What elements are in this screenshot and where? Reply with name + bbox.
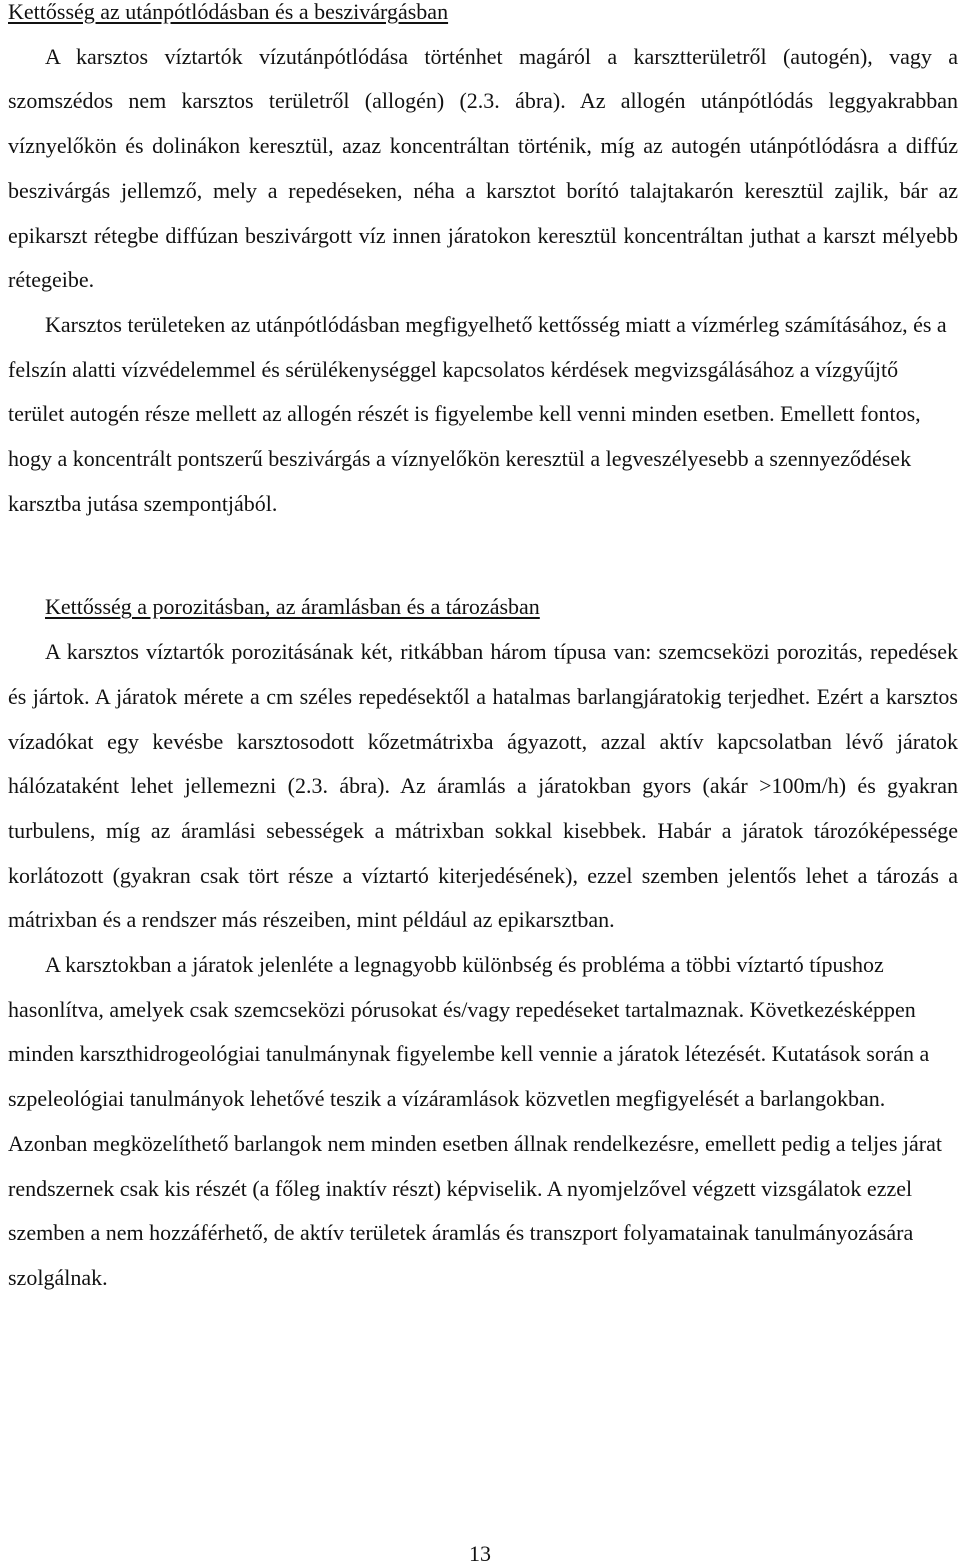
paragraph: A karsztos víztartók porozitásának két, ritkábban három típusa van: szemcseközi porozitás, repedések és jártok. A járatok mérete a cm széles repedésektől a hatalmas barlangjáratokig terjedhet. Ezért a karsztos vízadókat egy kevésbe karsztosodott kőzetmátrixba ágyazott, azzal aktív kapcsolatban lévő járatok hálózataként lehet jellemezni (2.3. ábra). Az áramlás a járatokban gyors (akár >100m/h) és gyakran turbulens, míg az áramlási sebességek a mátrixban sokkal kisebbek. Habár a járatok tározóképessége korlátozott (gyakran csak tört része a víztartó kiterjedésének), ezzel szemben jelentős lehet a tározás a mátrixban és a rendszer más részeiben, mint például az epikarsztban. [8, 639, 958, 933]
document-page [8, 0, 958, 1301]
section-heading-duality-recharge: Kettősség az utánpótlódásban és a beszivárgásban [8, 0, 449, 24]
paragraph: Karsztos területeken az utánpótlódásban megfigyelhető kettősség miatt a vízmérleg számításához, és a felszín alatti vízvédelemmel és sérülékenységgel kapcsolatos kérdések megvizsgálásához a vízgyűjtő terület autogén része mellett az allogén részét is figyelembe kell venni minden esetben. Emellett fontos, hogy a koncentrált pontszerű beszivárgás a víznyelőkön keresztül a legveszélyesebb a szennyeződések karsztba jutása szempontjából. [8, 311, 947, 516]
paragraph: A karsztokban a járatok jelenléte a legnagyobb különbség és probléma a többi víztartó típushoz hasonlítva, amelyek csak szemcseközi pórusokat és/vagy repedéseket tartalmaznak. Következésképpen minden karszthidrogeológiai tanulmánynak figyelembe kell vennie a járatok létezését. Kutatások során a szpeleológiai tanulmányok lehetővé teszik a vízáramlások közvetlen megfigyelését a barlangokban. Azonban megközelíthető barlangok nem minden esetben állnak rendelkezésre, emellett pedig a teljes járat rendszernek csak kis részét (a főleg inaktív részt) képviselik. A nyomjelzővel végzett vizsgálatok ezzel szemben a nem hozzáférhető, de aktív területek áramlás és transzport folyamatainak tanulmányozására szolgálnak. [8, 952, 943, 1290]
paragraph: A karsztos víztartók vízutánpótlódása történhet magáról a karsztterületről (autogén), vagy a szomszédos nem karsztos területről (allogén) (2.3. ábra). Az allogén utánpótlódás leggyakrabban víznyelőkön és dolinákon keresztül, azaz koncentráltan történik, míg az autogén utánpótlódásra a diffúz beszivárgás jellemző, mely a repedéseken, néha a karsztot borító talajtakarón keresztül zajlik, bár az epikarszt rétegbe diffúzan beszivárgott víz innen járatokon keresztül koncentráltan juthat a karszt mélyebb rétegeibe. [8, 43, 958, 293]
page-number: 13 [469, 1541, 491, 1566]
section-heading-duality-porosity: Kettősség a porozitásban, az áramlásban és a tározásban [45, 594, 540, 620]
